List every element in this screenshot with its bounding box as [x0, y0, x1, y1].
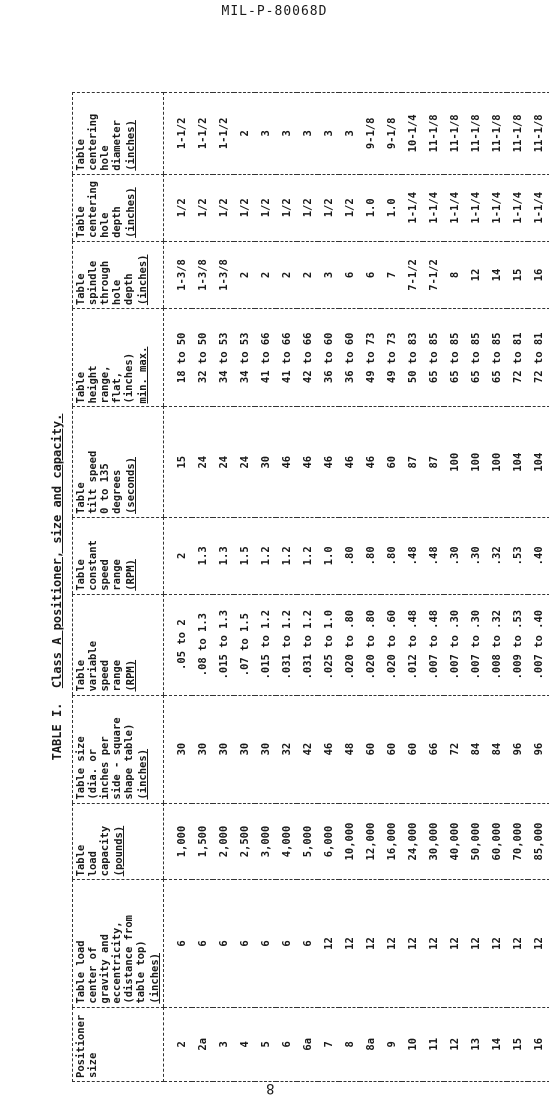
table-cell: 46	[318, 407, 339, 517]
column-unit: (inches)	[149, 953, 161, 1004]
table-cell: 12	[381, 880, 402, 1007]
column-header-line: range	[111, 659, 123, 692]
table-cell: .031 to 1.2	[276, 594, 297, 695]
table-cell: 1/2	[234, 174, 255, 241]
column-header-line: speed	[99, 559, 111, 591]
table-label: TABLE I.	[50, 702, 64, 761]
document-id: MIL-P-80068D	[221, 4, 328, 19]
column-header-line: Table	[75, 206, 87, 238]
table-cell: .32	[486, 517, 507, 594]
table-cell: 50,000	[465, 803, 486, 880]
table-cell: 12	[360, 880, 381, 1007]
column-unit: min. max.	[137, 346, 149, 404]
table-cell: 12	[486, 880, 507, 1007]
table-cell: 6	[213, 880, 234, 1007]
table-cell: 46	[339, 407, 360, 517]
table-cell: 7	[381, 241, 402, 308]
table-cell: 60	[360, 695, 381, 803]
table-cell: 100	[486, 407, 507, 517]
table-cell: 6	[164, 880, 193, 1007]
table-row	[507, 93, 528, 1082]
table-row	[255, 93, 276, 1082]
table-cell: 104	[528, 407, 549, 517]
table-cell: .009 to .53	[507, 594, 528, 695]
table-cell: .80	[381, 517, 402, 594]
table-cell: 2	[255, 241, 276, 308]
column-header-line: tilt speed	[87, 450, 99, 514]
table-cell: 24	[213, 407, 234, 517]
table-cell: 1/2	[164, 174, 193, 241]
table-cell: 7-1/2	[423, 241, 444, 308]
column-header-line: range	[111, 559, 123, 591]
table-cell: 6	[339, 241, 360, 308]
table-cell: 6	[255, 880, 276, 1007]
table-cell: 14	[486, 1007, 507, 1081]
column-header-line: center of	[87, 946, 99, 1004]
table-cell: 1,000	[164, 803, 193, 880]
table-cell: 6	[276, 880, 297, 1007]
table-cell: 2	[297, 241, 318, 308]
table-cell: .53	[507, 517, 528, 594]
table-cell: 1/2	[297, 174, 318, 241]
column-header-line: degrees	[111, 469, 123, 514]
table-cell: 3	[318, 241, 339, 308]
table-cell: 2	[234, 93, 255, 175]
column-header-line: hole	[111, 279, 123, 306]
column-header-line: Table	[75, 559, 87, 591]
column-unit: (inches)	[137, 748, 149, 800]
column-header-line: Table	[75, 139, 87, 171]
table-cell: 15	[507, 241, 528, 308]
table-cell: 12	[444, 1007, 465, 1081]
column-header	[73, 695, 164, 803]
column-unit: (inches)	[137, 254, 149, 306]
table-cell: 9-1/8	[381, 93, 402, 175]
table-cell: 16	[528, 1007, 549, 1081]
column-header	[73, 1007, 164, 1081]
table-cell: 6	[360, 241, 381, 308]
column-header-line: size	[87, 1052, 99, 1078]
table-cell: 7	[318, 1007, 339, 1081]
column-header-line: (distance from	[123, 915, 135, 1004]
table-cell: 30	[192, 695, 213, 803]
table-cell: 72 to 81	[507, 309, 528, 407]
table-cell: 3,000	[255, 803, 276, 880]
table-cell: 2	[234, 241, 255, 308]
table-row	[213, 93, 234, 1082]
table-cell: 48	[339, 695, 360, 803]
table-cell: 84	[465, 695, 486, 803]
table-cell: .08 to 1.3	[192, 594, 213, 695]
table-cell: 100	[465, 407, 486, 517]
table-cell: 2,000	[213, 803, 234, 880]
table-cell: 70,000	[507, 803, 528, 880]
column-header-line: Table	[75, 482, 87, 514]
table-cell: 24,000	[402, 803, 423, 880]
table-cell: 24	[234, 407, 255, 517]
table-cell: 72	[444, 695, 465, 803]
column-header	[73, 803, 164, 880]
table-cell: .025 to 1.0	[318, 594, 339, 695]
table-cell: 1.0	[381, 174, 402, 241]
table-cell: 6	[276, 1007, 297, 1081]
column-header-line: Table load	[75, 940, 87, 1004]
table-cell: 2,500	[234, 803, 255, 880]
table-cell: 36 to 60	[339, 309, 360, 407]
column-header	[73, 241, 164, 308]
table-cell: 60	[381, 407, 402, 517]
table-cell: 3	[339, 93, 360, 175]
table-cell: 5	[255, 1007, 276, 1081]
table-cell: 50 to 83	[402, 309, 423, 407]
table-cell: 32 to 50	[192, 309, 213, 407]
column-unit: (pounds)	[113, 825, 125, 877]
table-cell: 3	[255, 93, 276, 175]
table-cell: 1-1/4	[402, 174, 423, 241]
table-cell: 2	[276, 241, 297, 308]
column-header-line: hole	[99, 212, 111, 238]
table-cell: 1-1/4	[507, 174, 528, 241]
table-row	[423, 93, 444, 1082]
table-row	[192, 93, 213, 1082]
column-header	[73, 594, 164, 695]
table-cell: 84	[486, 695, 507, 803]
table-cell: 1/2	[213, 174, 234, 241]
table-cell: 9	[381, 1007, 402, 1081]
table-cell: 11-1/8	[465, 93, 486, 175]
column-header-line: hole	[99, 145, 111, 171]
table-cell: 100	[444, 407, 465, 517]
table-cell: .80	[339, 517, 360, 594]
column-header-line: inches per	[99, 736, 111, 800]
table-cell: 96	[507, 695, 528, 803]
column-header	[73, 517, 164, 594]
table-row	[276, 93, 297, 1082]
table-cell: 11	[423, 1007, 444, 1081]
table-cell: 3	[276, 93, 297, 175]
column-header-line: (inches)	[123, 352, 135, 404]
column-unit: (RPM)	[125, 659, 137, 692]
table-cell: 46	[276, 407, 297, 517]
column-unit: (inches)	[125, 120, 137, 171]
table-cell: 1-1/4	[486, 174, 507, 241]
table-cell: 1-1/4	[528, 174, 549, 241]
table-cell: 1.5	[234, 517, 255, 594]
table-row	[381, 93, 402, 1082]
table-cell: .015 to 1.2	[255, 594, 276, 695]
table-row	[339, 93, 360, 1082]
table-row	[444, 93, 465, 1082]
table-cell: 66	[423, 695, 444, 803]
table-cell: 1/2	[192, 174, 213, 241]
column-header-line: Table	[75, 844, 87, 877]
table-row	[164, 93, 193, 1082]
table-cell: 65 to 85	[423, 309, 444, 407]
column-header-line: Table	[75, 273, 87, 306]
table-cell: 34 to 53	[234, 309, 255, 407]
column-header-line: gravity and	[99, 934, 111, 1004]
table-cell: 104	[507, 407, 528, 517]
table-cell: 96	[528, 695, 549, 803]
table-cell: 1-1/4	[444, 174, 465, 241]
table-cell: 1,500	[192, 803, 213, 880]
table-cell: 1-3/8	[192, 241, 213, 308]
table-cell: .020 to .80	[360, 594, 381, 695]
table-header-row	[73, 93, 164, 1082]
table-cell: 11-1/8	[444, 93, 465, 175]
table-cell: 1/2	[276, 174, 297, 241]
column-header-line: side - square	[111, 717, 123, 800]
table-cell: 8a	[360, 1007, 381, 1081]
table-cell: .012 to .48	[402, 594, 423, 695]
table-cell: 10,000	[339, 803, 360, 880]
column-unit: (RPM)	[125, 559, 137, 591]
table-cell: .007 to .40	[528, 594, 549, 695]
table-row	[297, 93, 318, 1082]
table-cell: 24	[192, 407, 213, 517]
table-cell: 1.3	[192, 517, 213, 594]
table-cell: 9-1/8	[360, 93, 381, 175]
table-cell: 2a	[192, 1007, 213, 1081]
rotated-table-region	[50, 92, 545, 1082]
table-cell: 30	[255, 407, 276, 517]
table-cell: 65 to 85	[444, 309, 465, 407]
table-cell: 16	[528, 241, 549, 308]
table-cell: 30	[234, 695, 255, 803]
table-cell: 12	[402, 880, 423, 1007]
table-cell: 6	[234, 880, 255, 1007]
column-header-line: range,	[99, 365, 111, 404]
column-header-line: shape table)	[123, 723, 135, 800]
table-row	[528, 93, 549, 1082]
table-cell: .007 to .30	[444, 594, 465, 695]
table-cell: 72 to 81	[528, 309, 549, 407]
table-cell: .80	[360, 517, 381, 594]
table-row	[360, 93, 381, 1082]
table-cell: 1-3/8	[213, 241, 234, 308]
table-cell: 11-1/8	[423, 93, 444, 175]
table-row	[486, 93, 507, 1082]
table-cell: 60	[402, 695, 423, 803]
column-header-line: constant	[87, 540, 99, 591]
table-cell: 16,000	[381, 803, 402, 880]
table-cell: 60,000	[486, 803, 507, 880]
positioner-table	[72, 92, 549, 1082]
table-cell: 1.0	[318, 517, 339, 594]
table-cell: 11-1/8	[528, 93, 549, 175]
table-cell: .07 to 1.5	[234, 594, 255, 695]
table-cell: 7-1/2	[402, 241, 423, 308]
column-header-line: Positioner	[75, 1014, 87, 1078]
column-header-line: diameter	[111, 120, 123, 171]
table-cell: 1-1/4	[423, 174, 444, 241]
table-cell: 41 to 66	[255, 309, 276, 407]
table-cell: 1.2	[255, 517, 276, 594]
table-cell: 60	[381, 695, 402, 803]
table-cell: .008 to .32	[486, 594, 507, 695]
table-cell: 6a	[297, 1007, 318, 1081]
table-cell: 3	[318, 93, 339, 175]
table-row	[402, 93, 423, 1082]
table-cell: 65 to 85	[486, 309, 507, 407]
table-cell: 3	[297, 93, 318, 175]
table-row	[234, 93, 255, 1082]
table-cell: 30	[164, 695, 193, 803]
table-cell: 1-1/2	[213, 93, 234, 175]
table-cell: 1-1/2	[164, 93, 193, 175]
column-header	[73, 309, 164, 407]
table-cell: 1/2	[339, 174, 360, 241]
column-header-line: centering	[87, 180, 99, 238]
table-cell: .031 to 1.2	[297, 594, 318, 695]
column-unit: (inches)	[125, 187, 137, 238]
table-cell: 10	[402, 1007, 423, 1081]
table-cell: 1.2	[276, 517, 297, 594]
column-header-line: flat,	[111, 371, 123, 404]
table-cell: 49 to 73	[360, 309, 381, 407]
table-cell: 1.0	[360, 174, 381, 241]
table-cell: 36 to 60	[318, 309, 339, 407]
table-cell: 12	[465, 880, 486, 1007]
table-cell: 85,000	[528, 803, 549, 880]
table-cell: 12	[507, 880, 528, 1007]
table-cell: 14	[486, 241, 507, 308]
table-cell: 40,000	[444, 803, 465, 880]
table-cell: .05 to 2	[164, 594, 193, 695]
table-cell: 4,000	[276, 803, 297, 880]
table-cell: 8	[339, 1007, 360, 1081]
column-header-line: load	[87, 851, 99, 877]
table-cell: 87	[423, 407, 444, 517]
table-cell: 1-1/4	[465, 174, 486, 241]
table-cell: 6	[297, 880, 318, 1007]
table-cell: 87	[402, 407, 423, 517]
column-header	[73, 93, 164, 175]
table-cell: 11-1/8	[507, 93, 528, 175]
table-cell: 1/2	[255, 174, 276, 241]
table-cell: 3	[213, 1007, 234, 1081]
table-cell: 30	[213, 695, 234, 803]
table-caption	[50, 92, 64, 1082]
table-cell: .40	[528, 517, 549, 594]
table-cell: 12	[465, 241, 486, 308]
table-cell: 15	[164, 407, 193, 517]
table-row	[465, 93, 486, 1082]
column-header-line: capacity	[99, 825, 111, 877]
table-cell: 1.2	[297, 517, 318, 594]
column-header-line: Table	[75, 371, 87, 404]
table-cell: 8	[444, 241, 465, 308]
column-header-line: depth	[111, 206, 123, 238]
column-header-line: depth	[123, 273, 135, 306]
table-cell: 12	[444, 880, 465, 1007]
column-unit: (seconds)	[125, 457, 137, 514]
table-cell: 65 to 85	[465, 309, 486, 407]
table-cell: 30	[255, 695, 276, 803]
table-caption-text: Class A positioner, size and capacity.	[50, 413, 64, 689]
column-header-line: (dia. or	[87, 748, 99, 800]
table-cell: 12,000	[360, 803, 381, 880]
column-header-line: table top)	[135, 940, 147, 1004]
column-header-line: centering	[87, 113, 99, 171]
column-header-line: through	[99, 260, 111, 306]
table-cell: .007 to .48	[423, 594, 444, 695]
column-header-line: height	[87, 365, 99, 404]
table-cell: 1-1/2	[192, 93, 213, 175]
page-number: 8	[266, 1080, 275, 1096]
table-cell: 5,000	[297, 803, 318, 880]
table-cell: 1.3	[213, 517, 234, 594]
table-cell: 2	[164, 1007, 193, 1081]
table-cell: 18 to 50	[164, 309, 193, 407]
table-cell: 41 to 66	[276, 309, 297, 407]
table-cell: .020 to .60	[381, 594, 402, 695]
table-row	[318, 93, 339, 1082]
column-header-line: eccentricity,	[111, 921, 123, 1004]
table-cell: 32	[276, 695, 297, 803]
table-cell: .020 to .80	[339, 594, 360, 695]
column-header-line: Table	[75, 659, 87, 692]
table-cell: 6,000	[318, 803, 339, 880]
table-cell: 15	[507, 1007, 528, 1081]
table-cell: 46	[297, 407, 318, 517]
table-cell: 34 to 53	[213, 309, 234, 407]
table-cell: 42	[297, 695, 318, 803]
column-header-line: speed	[99, 659, 111, 692]
table-cell: .30	[465, 517, 486, 594]
table-cell: .007 to .30	[465, 594, 486, 695]
table-cell: 49 to 73	[381, 309, 402, 407]
column-header-line: 0 to 135	[99, 463, 111, 514]
table-cell: 46	[318, 695, 339, 803]
table-cell: 12	[318, 880, 339, 1007]
table-cell: 42 to 66	[297, 309, 318, 407]
table-cell: 11-1/8	[486, 93, 507, 175]
table-cell: 30,000	[423, 803, 444, 880]
table-cell: 2	[164, 517, 193, 594]
table-cell: 1/2	[318, 174, 339, 241]
column-header-line: spindle	[87, 260, 99, 306]
table-cell: 46	[360, 407, 381, 517]
table-cell: .48	[402, 517, 423, 594]
table-cell: .015 to 1.3	[213, 594, 234, 695]
column-header-line: Table size	[75, 736, 87, 800]
column-header-line: variable	[87, 640, 99, 692]
table-cell: .30	[444, 517, 465, 594]
column-header	[73, 407, 164, 517]
table-cell: 12	[423, 880, 444, 1007]
table-cell: 1-3/8	[164, 241, 193, 308]
table-cell: 4	[234, 1007, 255, 1081]
table-cell: 6	[192, 880, 213, 1007]
column-header	[73, 174, 164, 241]
table-cell: 12	[528, 880, 549, 1007]
table-body	[164, 93, 549, 1082]
table-cell: .48	[423, 517, 444, 594]
table-cell: 12	[339, 880, 360, 1007]
column-header	[73, 880, 164, 1007]
table-cell: 13	[465, 1007, 486, 1081]
table-cell: 10-1/4	[402, 93, 423, 175]
